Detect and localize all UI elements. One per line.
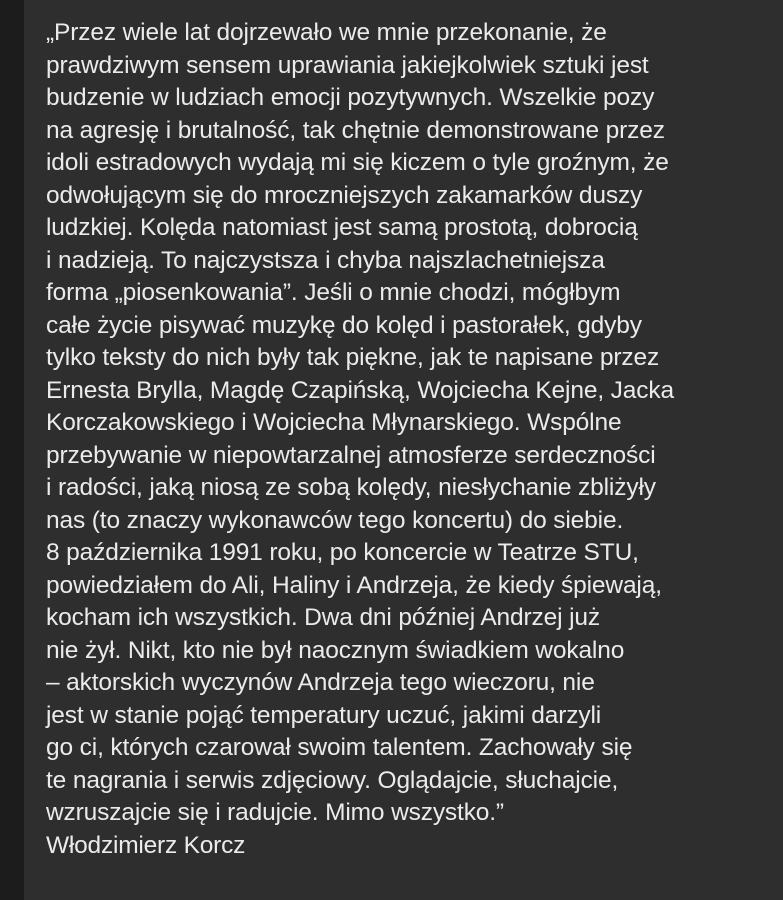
quote-line: 8 października 1991 roku, po koncercie w Teatrze STU, [46, 539, 639, 566]
quote-line: całe życie pisywać muzykę do kolęd i pastorałek, gdyby [46, 311, 642, 339]
quote-line: nas (to znaczy wykonawców tego koncertu) do siebie. [46, 506, 624, 534]
quote-line: tylko teksty do nich były tak piękne, jak te napisane przez [46, 344, 660, 371]
quote-line: forma „piosenkowania”. Jeśli o mnie chodzi, mógłbym [46, 279, 621, 306]
quote-line: jest w stanie pojąć temperatury uczuć, jakimi darzyli [46, 701, 602, 729]
quote-line: te nagrania i serwis zdjęciowy. Oglądajcie, słuchajcie, [46, 766, 619, 794]
quote-line: na agresję i brutalność, tak chętnie demonstrowane przez [46, 116, 665, 144]
quote-line: budzenie w ludziach emocji pozytywnych. Wszelkie pozy [46, 84, 655, 111]
quote-line: go ci, których czarował swoim talentem. Zachowały się [46, 734, 633, 761]
quote-line: odwołującym się do mroczniejszych zakamarków duszy [46, 181, 643, 209]
quote-line: wzruszajcie się i radujcie. Mimo wszystko.” [46, 799, 504, 826]
quote-line: powiedziałem do Ali, Haliny i Andrzeja, że kiedy śpiewają, [46, 571, 662, 599]
quote-line: ludzkiej. Kolęda natomiast jest samą prostotą, dobrocią [46, 214, 638, 241]
quote-line: kocham ich wszystkich. Dwa dni później Andrzej już [46, 604, 601, 631]
quote-line: przebywanie w niepowtarzalnej atmosferze serdeczności [46, 441, 656, 469]
quote-line: nie żył. Nikt, kto nie był naocznym świadkiem wokalno [46, 636, 625, 664]
quote-line: idoli estradowych wydają mi się kiczem o tyle groźnym, że [46, 149, 669, 176]
quote-line: Ernesta Brylla, Magdę Czapińską, Wojciecha Kejne, Jacka [46, 376, 674, 404]
quote-line: „Przez wiele lat dojrzewało we mnie przekonanie, że [46, 19, 607, 46]
author-signature: Włodzimierz Korcz [46, 831, 246, 859]
quote-line: i nadzieją. To najczystsza i chyba najszlachetniejsza [46, 246, 605, 274]
quote-line: prawdziwym sensem uprawiania jakiejkolwiek sztuki jest [46, 51, 649, 79]
quote-line: Korczakowskiego i Wojciecha Młynarskiego. Wspólne [46, 409, 622, 436]
post-card [24, 0, 783, 900]
quote-line: i radości, jaką niosą ze sobą kolędy, niesłychanie zbliżyły [46, 474, 656, 501]
quote-text [46, 17, 776, 862]
quote-line: – aktorskich wyczynów Andrzeja tego wieczoru, nie [46, 669, 595, 696]
